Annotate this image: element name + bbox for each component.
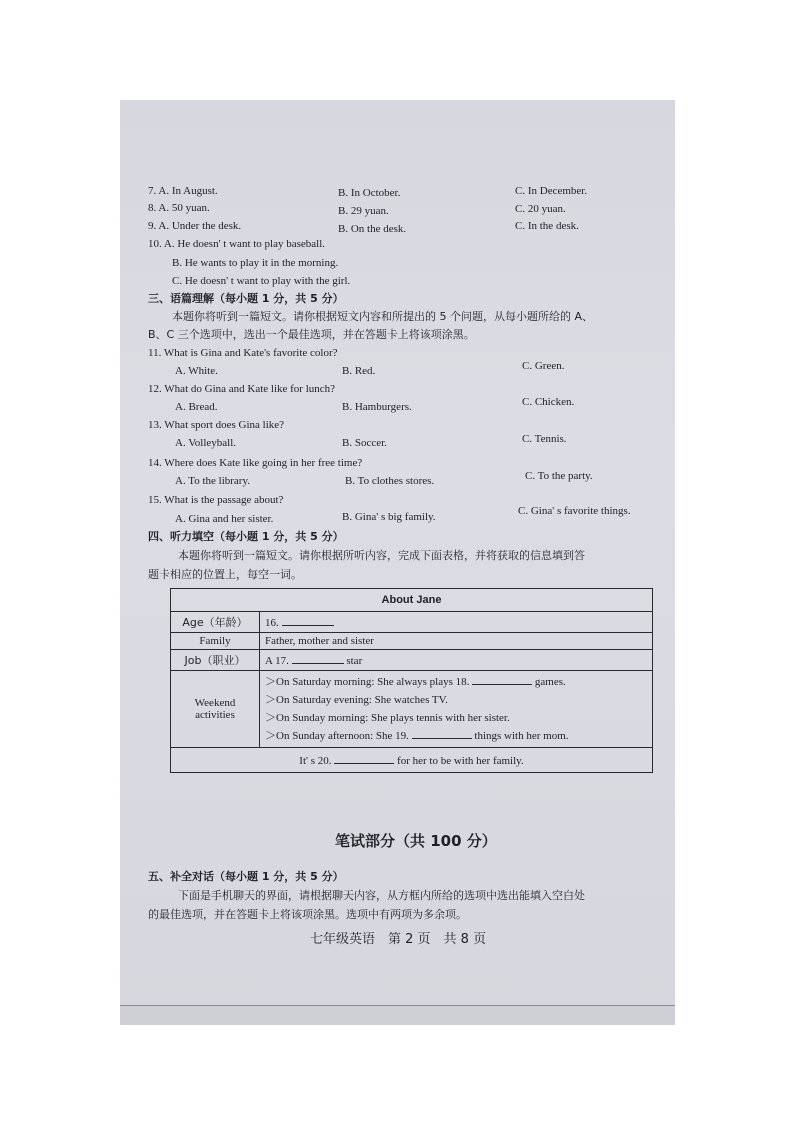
weekend-label: Weekend activities [171,671,260,748]
q12-question: 12. What do Gina and Kate like for lunch? [148,383,336,395]
q13-a: A. Volleyball. [175,437,237,449]
q9-c: C. In the desk. [515,220,579,232]
q7-b: B. In October. [338,187,401,199]
q8-a: 8. A. 50 yuan. [148,202,210,214]
weekend-item-4-pre: ＞On Sunday afternoon: She 19. [265,730,409,742]
q11-b: B. Red. [342,365,376,377]
age-label: Age（年龄） [171,612,260,633]
blank-20 [334,753,394,764]
family-value: Father, mother and sister [260,633,653,650]
last-row-pre: It' s 20. [299,755,332,767]
exam-paper-photo [120,100,675,1025]
section3-heading: 三、语篇理解（每小题 1 分，共 5 分） [148,292,344,305]
q11-c: C. Green. [522,360,565,372]
section4-instruction-2: 题卡相应的位置上，每空一词。 [148,568,302,581]
blank-17 [292,653,344,664]
q12-c: C. Chicken. [522,396,575,408]
table-title: About Jane [171,589,653,612]
q14-a: A. To the library. [175,475,250,487]
section5-instruction-2: 的最佳选项，并在答题卡上将该项涂黑。选项中有两项为多余项。 [148,908,467,921]
q7-c: C. In December. [515,185,588,197]
weekend-item-4-post: things with her mom. [474,730,569,742]
q7-a: 7. A. In August. [148,185,218,197]
family-label: Family [171,633,260,650]
q8-b: B. 29 yuan. [338,205,389,217]
q11-a: A. White. [175,365,218,377]
q13-question: 13. What sport does Gina like? [148,419,285,431]
weekend-item-3: ＞On Sunday morning: She plays tennis with her sister. [265,712,510,724]
section3-instruction-2: B、C 三个选项中，选出一个最佳选项，并在答题卡上将该项涂黑。 [148,328,475,341]
weekend-item-1 [265,673,647,691]
section5-instruction-1: 下面是手机聊天的界面，请根据聊天内容，从方框内所给的选项中选出能填入空白处 [178,889,585,902]
weekend-item-2: ＞On Saturday evening: She watches TV. [265,694,448,706]
last-row [171,748,653,773]
q15-question: 15. What is the passage about? [148,494,284,506]
q14-b: B. To clothes stores. [345,475,435,487]
blank-19 [412,728,472,739]
q15-a: A. Gina and her sister. [175,513,274,525]
q10-a: 10. A. He doesn' t want to play baseball. [148,238,326,250]
written-section-title: 笔试部分（共 100 分） [335,832,497,850]
q12-a: A. Bread. [175,401,218,413]
age-cell [260,612,653,633]
q13-b: B. Soccer. [342,437,387,449]
q14-question: 14. Where does Kate like going in her free time? [148,457,363,469]
blank-16 [282,615,334,626]
age-value: 16. [265,617,279,629]
q13-c: C. Tennis. [522,433,567,445]
q10-b: B. He wants to play it in the morning. [172,257,339,269]
about-jane-table [170,588,653,773]
weekend-cell [260,671,653,748]
job-value-pre: A 17. [265,655,289,667]
weekend-item-1-pre: ＞On Saturday morning: She always plays 18. [265,676,470,688]
job-cell [260,650,653,671]
job-value-post: star [346,655,363,667]
blank-18 [472,674,532,685]
page-footer: 七年级英语 第 2 页 共 8 页 [310,932,487,947]
weekend-item-1-post: games. [534,676,566,688]
section4-instruction-1: 本题你将听到一篇短文。请你根据所听内容，完成下面表格，并将获取的信息填到答 [178,549,585,562]
q8-c: C. 20 yuan. [515,203,566,215]
section4-heading: 四、听力填空（每小题 1 分，共 5 分） [148,530,344,543]
paper-bottom-edge [120,1005,675,1025]
q10-c: C. He doesn' t want to play with the girl. [172,275,351,287]
q9-b: B. On the desk. [338,223,407,235]
section3-instruction-1: 本题你将听到一篇短文。请你根据短文内容和所提出的 5 个问题，从每小题所给的 A、 [172,310,594,323]
last-row-post: for her to be with her family. [397,755,524,767]
q12-b: B. Hamburgers. [342,401,412,413]
section5-heading: 五、补全对话（每小题 1 分，共 5 分） [148,870,344,883]
job-label: Job（职业） [171,650,260,671]
q15-b: B. Gina' s big family. [342,511,436,523]
q9-a: 9. A. Under the desk. [148,220,242,232]
q14-c: C. To the party. [525,470,593,482]
q11-question: 11. What is Gina and Kate's favorite color? [148,347,338,359]
q15-c: C. Gina' s favorite things. [518,505,631,517]
weekend-item-4 [265,727,647,745]
